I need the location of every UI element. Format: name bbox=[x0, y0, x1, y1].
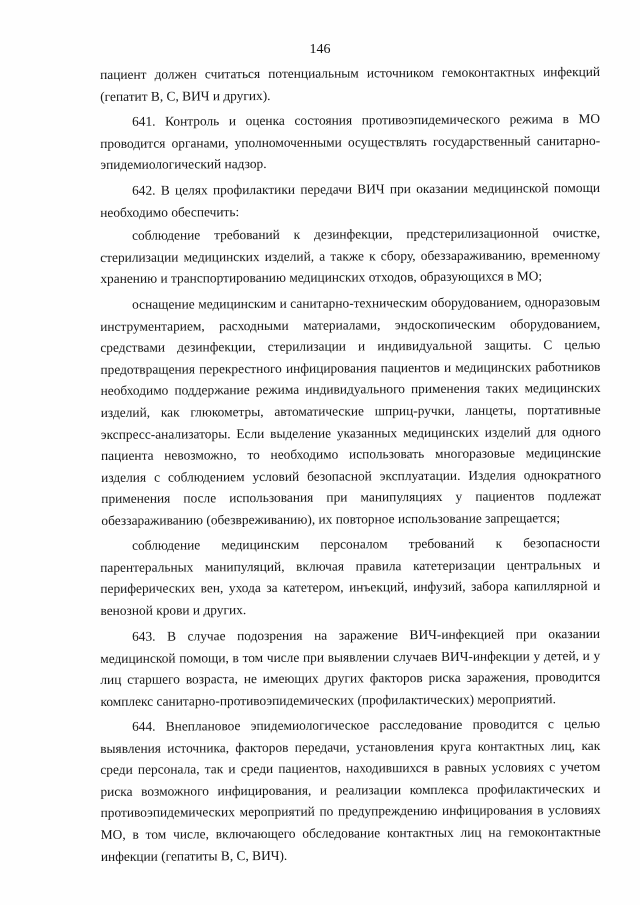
paragraph-644: 644. Внеплановое эпидемиологическое расследование проводится с целью выявления источника, факторов передачи, установления круга контактных лиц, как среди персонала, так и среди пациентов, находившихся в равных условиях с учетом риска возможного инфицирования, и реализации комплекса профилактических и противоэпидемических мероприятий по предупреждению инфицирования в условиях МО, в том числе, включающего обследование контактных лиц на гемоконтактные инфекции (гепатиты B, C, ВИЧ). bbox=[100, 716, 601, 864]
paragraph-643: 643. В случае подозрения на заражение ВИЧ-инфекцией при оказании медицинской помощи, в том числе при выявлении случаев ВИЧ-инфекции у детей, и у лиц старшего возраста, не имеющих других факторов риска заражения, проводится комплекс санитарно-противоэпидемических (профилактических) мероприятий. bbox=[100, 625, 601, 709]
paragraph-642-equipment: оснащение медицинским и санитарно-техническим оборудованием, одноразовым инструментарием, расходными материалами, эндоскопическим оборудованием, средствами дезинфекции, стерилизации и индивидуальной защиты. С целью предотвращения перекрестного инфицирования пациентов и медицинских работников необходимо поддержание режима индивидуального применения таких медицинских изделий, как глюкометры, автоматические шприц-ручки, ланцеты, портативные экспресс-анализаторы. Если выделение указанных медицинских изделий для одного пациента невозможно, то необходимо использовать многоразовые медицинские изделия с соблюдением условий безопасной эксплуатации. Изделия однократного применения после использования при манипуляциях у пациентов подлежат обеззараживанию (обезвреживанию), их повторное использование запрещается; bbox=[100, 293, 602, 528]
paragraph-641: 641. Контроль и оценка состояния противоэпидемического режима в МО проводится органами, уполномоченными осуществлять государственный санитарно-эпидемиологический надзор. bbox=[100, 111, 601, 173]
page-number: 146 bbox=[309, 42, 331, 57]
paragraph-642-parenteral: соблюдение медицинским персоналом требований к безопасности парентеральных манипуляций, включая правила катетеризации центральных и периферических вен, ухода за катетером, инъекций, инфузий, забора капиллярной и венозной крови и других. bbox=[100, 535, 601, 619]
paragraph-642: 642. В целях профилактики передачи ВИЧ при оказании медицинской помощи необходимо обеспечить: bbox=[100, 179, 601, 220]
paragraph-continuation: пациент должен считаться потенциальным источником гемоконтактных инфекций (гепатит B, C, ВИЧ и других). bbox=[100, 63, 601, 104]
document-body bbox=[100, 64, 600, 867]
paragraph-642-disinfection: соблюдение требований к дезинфекции, предстерилизационной очистке, стерилизации медицинских изделий, а также к сбору, обеззараживанию, временному хранению и транспортированию медицинских отходов, образующихся в МО; bbox=[100, 225, 601, 287]
